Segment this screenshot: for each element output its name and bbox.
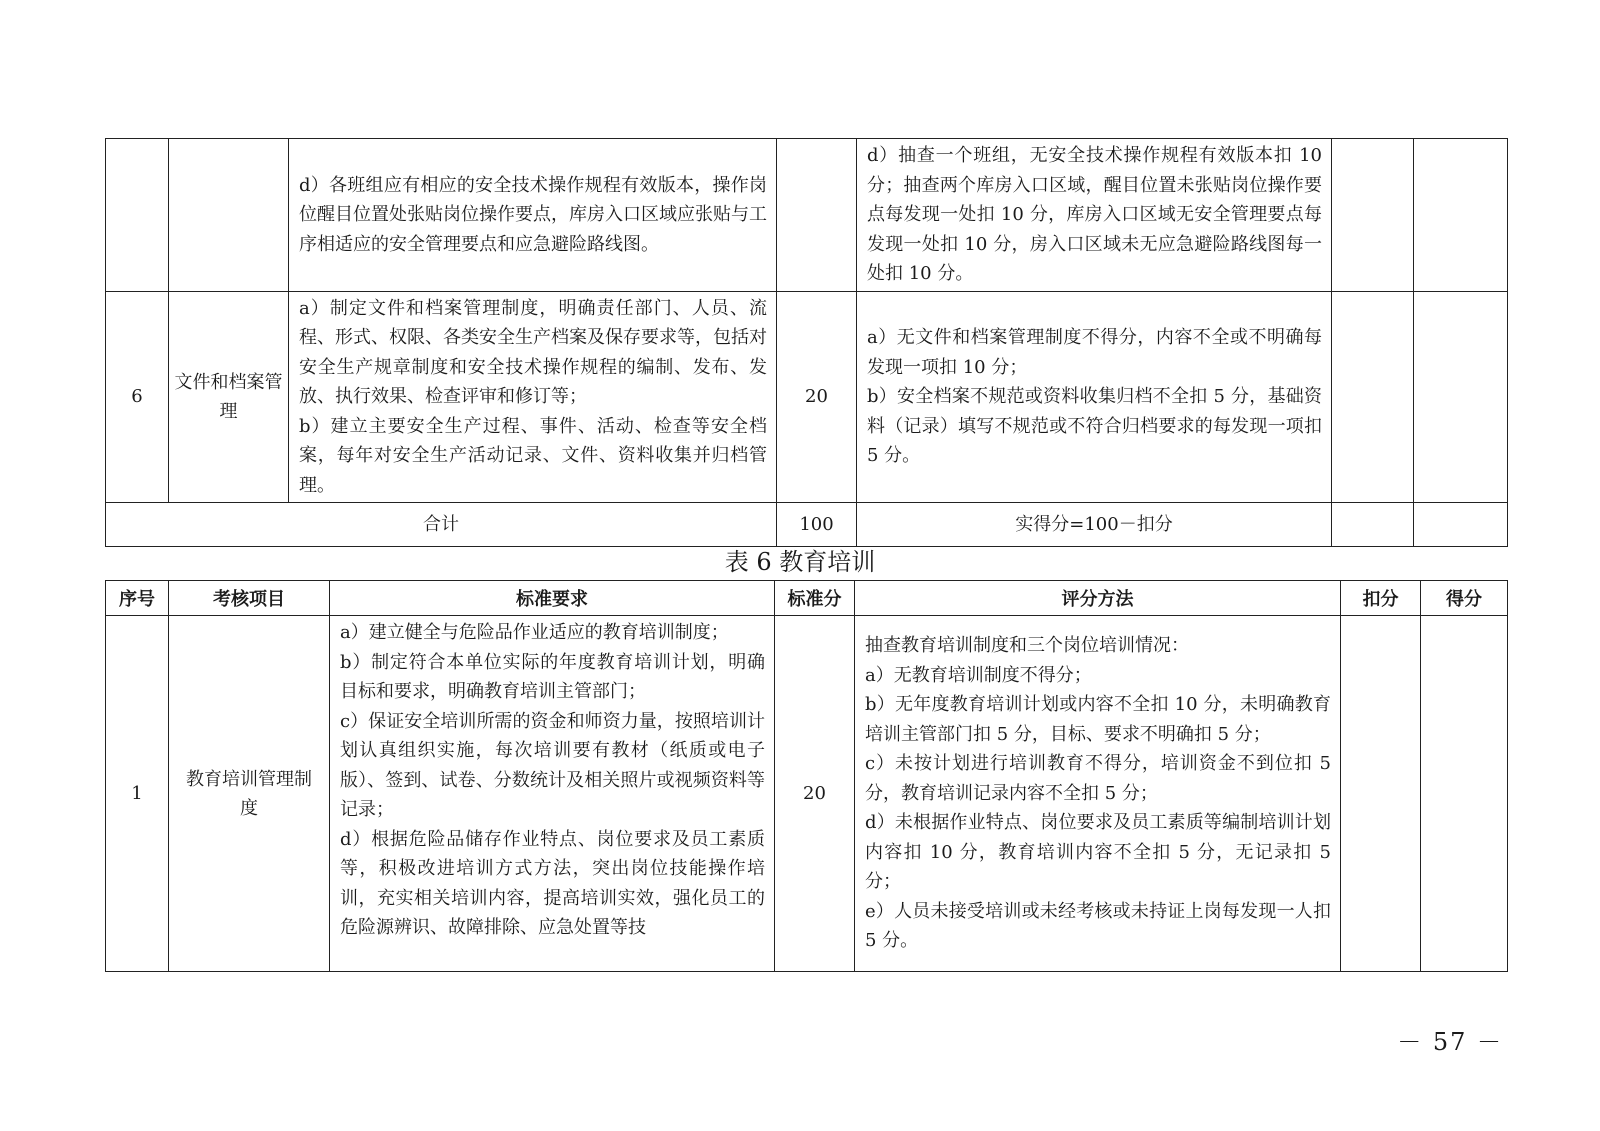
table-5-continued bbox=[105, 138, 1508, 547]
header-no: 序号 bbox=[106, 581, 169, 616]
table-row bbox=[106, 139, 1508, 292]
assessment-item: 教育培训管理制度 bbox=[169, 616, 330, 972]
standard-score bbox=[777, 139, 857, 292]
header-deduct: 扣分 bbox=[1341, 581, 1421, 616]
row-number: 6 bbox=[106, 291, 169, 503]
assessment-item bbox=[169, 139, 289, 292]
row-number bbox=[106, 139, 169, 292]
total-score: 100 bbox=[777, 503, 857, 547]
standard-requirement: d）各班组应有相应的安全技术操作规程有效版本，操作岗位醒目位置处张贴岗位操作要点，库房入口区域应张贴与工序相适应的安全管理要点和应急避险路线图。 bbox=[289, 139, 777, 292]
scoring-method: d）抽查一个班组，无安全技术操作规程有效版本扣 10 分；抽查两个库房入口区域，醒目位置未张贴岗位操作要点每发现一处扣 10 分，库房入口区域无安全管理要点每发现一处扣 10 分，房入口区域未无应急避险路线图每一处扣 10 分。 bbox=[857, 139, 1332, 292]
header-got: 得分 bbox=[1421, 581, 1508, 616]
header-method: 评分方法 bbox=[855, 581, 1341, 616]
total-obtained bbox=[1414, 503, 1508, 547]
table-header-row bbox=[106, 581, 1508, 616]
row-number: 1 bbox=[106, 616, 169, 972]
assessment-item: 文件和档案管理 bbox=[169, 291, 289, 503]
scoring-method: a）无文件和档案管理制度不得分，内容不全或不明确每发现一项扣 10 分； b）安全档案不规范或资料收集归档不全扣 5 分，基础资料（记录）填写不规范或不符合归档要求的每发现一项扣 5 分。 bbox=[857, 291, 1332, 503]
table-row bbox=[106, 616, 1508, 972]
scoring-method: 抽查教育培训制度和三个岗位培训情况： a）无教育培训制度不得分； b）无年度教育培训计划或内容不全扣 10 分，未明确教育培训主管部门扣 5 分，目标、要求不明确扣 5 分； c）未按计划进行培训教育不得分，培训资金不到位扣 5 分，教育培训记录内容不全扣 5 分； d）未根据作业特点、岗位要求及员工素质等编制培训计划内容扣 10 分，教育培训内容不全扣 5 分，无记录扣 5 分； e）人员未接受培训或未经考核或未持证上岗每发现一人扣 5 分。 bbox=[855, 616, 1341, 972]
standard-requirement: a）制定文件和档案管理制度，明确责任部门、人员、流程、形式、权限、各类安全生产档案及保存要求等，包括对安全生产规章制度和安全技术操作规程的编制、发布、发放、执行效果、检查评审和修订等； b）建立主要安全生产过程、事件、活动、检查等安全档案，每年对安全生产活动记录、文件、资料收集并归档管理。 bbox=[289, 291, 777, 503]
total-row bbox=[106, 503, 1508, 547]
standard-score: 20 bbox=[777, 291, 857, 503]
score-obtained bbox=[1414, 139, 1508, 292]
header-score: 标准分 bbox=[775, 581, 855, 616]
standard-requirement: a）建立健全与危险品作业适应的教育培训制度； b）制定符合本单位实际的年度教育培训计划，明确目标和要求，明确教育培训主管部门； c）保证安全培训所需的资金和师资力量，按照培训计划认真组织实施，每次培训要有教材（纸质或电子版）、签到、试卷、分数统计及相关照片或视频资料等记录； d）根据危险品储存作业特点、岗位要求及员工素质等，积极改进培训方式方法，突出岗位技能操作培训，充实相关培训内容，提高培训实效，强化员工的危险源辨识、故障排除、应急处置等技 bbox=[330, 616, 775, 972]
deduction bbox=[1332, 139, 1414, 292]
header-item: 考核项目 bbox=[169, 581, 330, 616]
deduction bbox=[1332, 291, 1414, 503]
total-deduction bbox=[1332, 503, 1414, 547]
total-label: 合计 bbox=[106, 503, 777, 547]
standard-score: 20 bbox=[775, 616, 855, 972]
table-row bbox=[106, 291, 1508, 503]
score-obtained bbox=[1414, 291, 1508, 503]
total-method: 实得分=100－扣分 bbox=[857, 503, 1332, 547]
page-number: － 57 － bbox=[1397, 1028, 1503, 1056]
table-6-education-training bbox=[105, 580, 1508, 972]
deduction bbox=[1341, 616, 1421, 972]
header-standard: 标准要求 bbox=[330, 581, 775, 616]
score-obtained bbox=[1421, 616, 1508, 972]
table-caption: 表 6 教育培训 bbox=[724, 548, 876, 576]
